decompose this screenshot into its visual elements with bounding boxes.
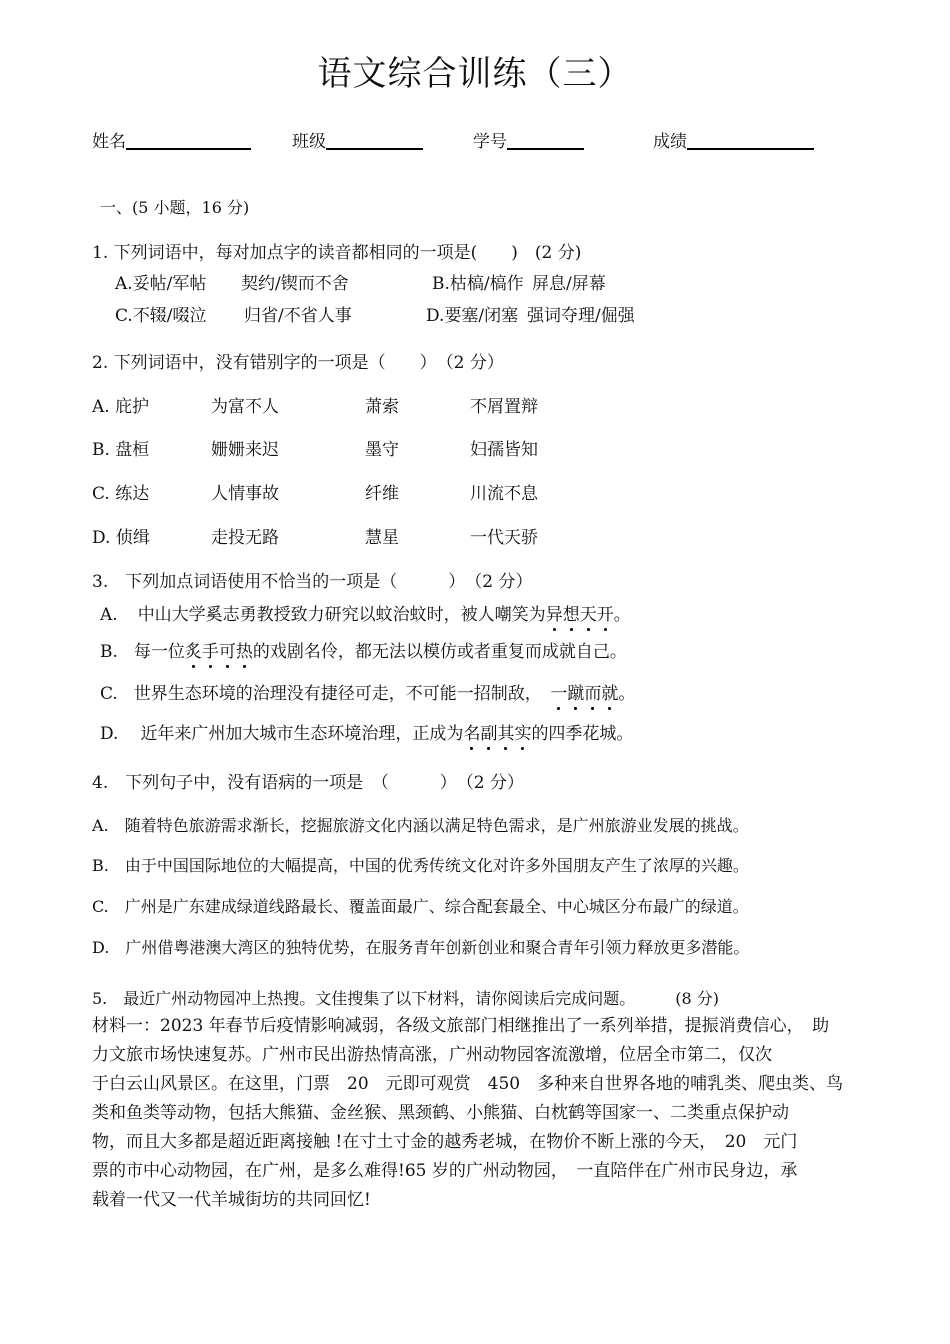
material-line: 物，而且大多都是超近距离接触 !在寸土寸金的越秀老城，在物价不断上涨的今天， 20 元门 (92, 1132, 798, 1152)
material-line: 材料一：2023 年春节后疫情影响减弱，各级文旅部门相继推出了一系列举措，提振消费信心， 助 (92, 1016, 830, 1036)
student-id-field (473, 127, 584, 152)
q5-stem: 5. 最近广州动物园冲上热搜。文佳搜集了以下材料，请你阅读后完成问题。 (8 分) (92, 989, 720, 1008)
q4-option-a: A. 随着特色旅游需求渐长，挖掘旅游文化内涵以满足特色需求，是广州旅游业发展的挑战。 (92, 816, 749, 835)
student-id-label: 学号 (473, 132, 507, 152)
section-heading: 一、(5 小题，16 分) (100, 198, 250, 217)
q4-stem: 4. 下列句子中，没有语病的一项是 （ ） （2 分） (92, 773, 524, 793)
q2-option-c-word3: 纤维 (365, 484, 399, 504)
class-field (292, 127, 423, 152)
q3-option-c: C. 世界生态环境的治理没有捷径可走，不可能一招制敌， 一蹴而就。 (100, 679, 635, 704)
q2-option-c: C. 练达 (92, 484, 150, 504)
q1-option-b-pair2: 屏息/屏幕 (532, 274, 606, 294)
q2-stem: 2. 下列词语中，没有错别字的一项是（ ） （2 分） (92, 353, 504, 373)
q2-option-d-word4: 一代天骄 (470, 528, 538, 548)
q2-option-c-word4: 川流不息 (470, 484, 538, 504)
emphasis-dot-char: 天 (580, 600, 597, 625)
q2-option-d-word3: 慧星 (365, 528, 399, 548)
q1-option-c-pair2: 归省/不省人事 (244, 306, 352, 326)
emphasis-dot-char: 就 (601, 679, 618, 704)
emphasis-dot-char: 异 (546, 600, 563, 625)
emphasis-dot-char: 其 (497, 719, 514, 744)
emphasis-dot-char: 炙 (185, 637, 202, 662)
q3-option-a: A. 中山大学奚志勇教授致力研究以蚊治蚊时，被人嘲笑为异想天开。 (100, 600, 631, 625)
q2-option-b-word3: 墨守 (365, 440, 399, 460)
q2-option-b-word2: 姗姗来迟 (211, 440, 279, 460)
q2-option-d-word2: 走投无路 (211, 528, 279, 548)
material-line: 载着一代又一代羊城街坊的共同回忆! (92, 1190, 371, 1210)
score-field (653, 127, 814, 152)
emphasis-dot-char: 名 (463, 719, 480, 744)
material-line: 类和鱼类等动物，包括大熊猫、金丝猴、黑颈鹤、小熊猫、白枕鹤等国家一、二类重点保护动 (92, 1103, 789, 1123)
emphasis-dot-char: 蹴 (567, 679, 584, 704)
q2-option-b: B. 盘桓 (92, 440, 150, 460)
q2-option-d: D. 侦缉 (92, 528, 150, 548)
material-line: 力文旅市场快速复苏。广州市民出游热情高涨，广州动物园客流激增，位居全市第二，仅次 (92, 1045, 772, 1065)
q2-option-a-word4: 不屑置辩 (470, 397, 538, 417)
q2-option-c-word2: 人情事故 (211, 484, 279, 504)
name-field (92, 127, 251, 152)
student-id-blank[interactable] (507, 130, 584, 150)
q2-option-a: A. 庇护 (92, 397, 150, 417)
q1-stem: 1. 下列词语中，每对加点字的读音都相同的一项是( ) (2 分) (92, 243, 582, 263)
q4-option-c: C. 广州是广东建成绿道线路最长、覆盖面最广、综合配套最全、中心城区分布最广的绿道。 (92, 897, 749, 916)
q2-option-b-word4: 妇孺皆知 (470, 440, 538, 460)
emphasis-dot-char: 实 (514, 719, 531, 744)
emphasis-dot-char: 可 (219, 637, 236, 662)
q1-option-d: D.要塞/闭塞 (426, 306, 519, 326)
material-line: 于白云山风景区。在这里，门票 20 元即可观赏 450 多种来自世界各地的哺乳类、爬虫类、鸟 (92, 1074, 844, 1094)
emphasis-dot-char: 开 (597, 600, 614, 625)
q1-option-d-pair2: 强词夺理/倔强 (527, 306, 635, 326)
q3-stem: 3. 下列加点词语使用不恰当的一项是（ ） （2 分） (92, 572, 533, 592)
q3-d-dotted-phrase (463, 724, 531, 744)
score-blank[interactable] (687, 130, 814, 150)
name-blank[interactable] (126, 130, 251, 150)
q2-option-a-word2: 为富不人 (211, 397, 279, 417)
q1-option-a-pair2: 契约/锲而不舍 (241, 274, 349, 294)
q1-option-a: A.妥帖/军帖 (115, 274, 207, 294)
q2-option-a-word3: 萧索 (365, 397, 399, 417)
emphasis-dot-char: 一 (550, 679, 567, 704)
material-line: 票的市中心动物园，在广州，是多么难得!65 岁的广州动物园， 一直陪伴在广州市民身边，承 (92, 1161, 798, 1181)
name-label: 姓名 (92, 132, 126, 152)
q3-c-dotted-phrase (550, 684, 618, 704)
emphasis-dot-char: 而 (584, 679, 601, 704)
class-label: 班级 (292, 132, 326, 152)
q3-a-dotted-phrase (546, 605, 614, 625)
page-title: 语文综合训练（三） (317, 54, 633, 94)
q4-option-b: B. 由于中国国际地位的大幅提高，中国的优秀传统文化对许多外国朋友产生了浓厚的兴趣。 (92, 856, 749, 875)
q5-material-paragraph (92, 1012, 877, 1215)
emphasis-dot-char: 热 (236, 637, 253, 662)
q3-option-d: D. 近年来广州加大城市生态环境治理，正成为名副其实的四季花城。 (100, 719, 633, 744)
q1-option-c: C.不辍/啜泣 (115, 306, 207, 326)
q3-option-b: B. 每一位炙手可热的戏剧名伶，都无法以模仿或者重复而成就自己。 (100, 637, 627, 662)
emphasis-dot-char: 副 (480, 719, 497, 744)
score-label: 成绩 (653, 132, 687, 152)
q1-option-b: B.枯槁/槁作 (432, 274, 524, 294)
emphasis-dot-char: 手 (202, 637, 219, 662)
q4-option-d: D. 广州借粤港澳大湾区的独特优势，在服务青年创新创业和聚合青年引领力释放更多潜能。 (92, 938, 750, 957)
emphasis-dot-char: 想 (563, 600, 580, 625)
q3-b-dotted-phrase (185, 642, 253, 662)
class-blank[interactable] (326, 130, 423, 150)
